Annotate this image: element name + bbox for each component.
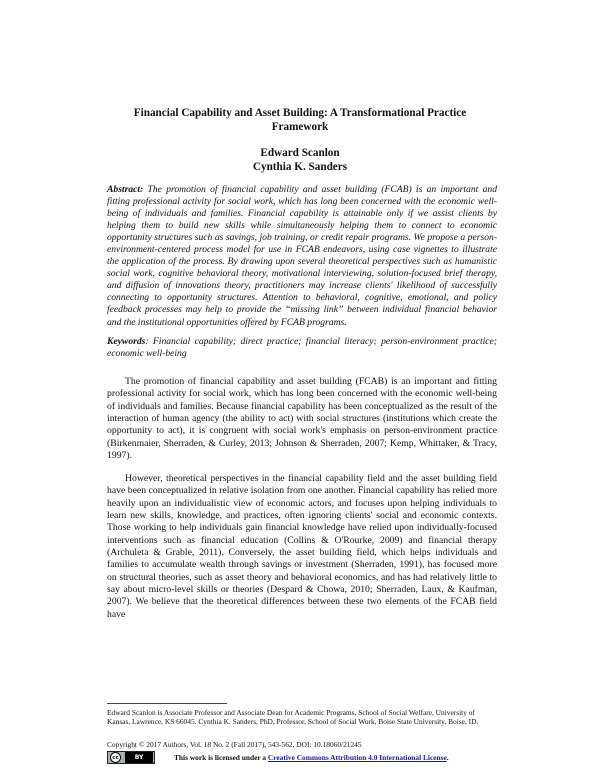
license-prefix: This work is licensed under a bbox=[174, 753, 268, 762]
footnote-divider bbox=[107, 703, 227, 704]
keywords-label: Keywords bbox=[107, 336, 146, 347]
license-link[interactable]: Creative Commons Attribution 4.0 International License bbox=[267, 753, 447, 762]
author-footnote: Edward Scanlon is Associate Professor and Associate Dean for Academic Programs, School of Social Welfare, University of Kansas, Lawrence, KS 66045. Cynthia K. Sanders, PhD, Professor, School of Social Work, Boise State University, Boise, ID. bbox=[107, 708, 479, 727]
license-text bbox=[174, 753, 449, 762]
keywords bbox=[107, 336, 497, 360]
license-suffix: . bbox=[446, 753, 449, 762]
keywords-text: : Financial capability; direct practice; financial literacy; person-environment practice; economic well-being bbox=[107, 336, 497, 360]
body-paragraph bbox=[107, 473, 497, 621]
abstract bbox=[107, 184, 497, 329]
author-name: Edward Scanlon bbox=[260, 147, 340, 159]
copyright-line: Copyright © 2017 Authors, Vol. 18 No. 2 (Fall 2017), 543-562, DOI: 10.18060/21245 bbox=[107, 740, 362, 749]
paragraph-2: However, theoretical perspectives in the financial capability field and the asset building field have been conceptualized in relative isolation from one another. Financial capability has relied more heavily upon an individualistic view of economic actors, and focuses upon helping individuals to learn new skills, knowledge, and practices, often ignoring clients' social and economic contexts. Those working to help individuals gain financial knowledge have relied upon individually-focused interventions such as financial education (Collins & O'Rourke, 2009) and financial therapy (Archuleta & Grable, 2011). Conversely, the asset building field, which helps individuals and families to accumulate wealth through savings or investment (Sherraden, 1991), has focused more on structural theories, such as asset theory and behavioral economics, and has had relatively little to say about micro-level skills or theories (Despard & Chowa, 2010; Sherraden, Laux, & Kaufman, 2007). We believe that the theoretical differences between these two elements of the FCAB field have bbox=[107, 473, 497, 620]
paragraph-1: The promotion of financial capability and asset building (FCAB) is an important and fitting professional activity for social work, which has long been concerned with the economic well-being of individuals and families. Because financial capability has been conceptualized as the result of the interaction of human agency (the ability to act) with social structures (institutions which create the opportunity to act), it is congruent with social work's emphasis on person-environment practice (Birkenmaier, Sherraden, & Curley, 2013; Johnson & Sherraden, 2007; Kemp, Whittaker, & Tracy, 1997). bbox=[107, 376, 497, 462]
abstract-text: The promotion of financial capability and asset building (FCAB) is an important and fitting professional activity for social work, which has long been concerned with the economic well-being of individuals and families. Financial capability is attainable only if we assist clients by helping them to build new skills while simultaneously helping them to connect to economic opportunity structures such as savings, job training, or credit repair programs. We propose a person-environment-centered process model for use in FCAB endeavors, using case vignettes to illustrate the application of the process. By drawing upon several theoretical perspectives such as humanistic social work, cognitive behavioral theory, motivational interviewing, solution-focused brief therapy, and diffusion of innovations theory, practitioners may increase clients' likelihood of successfully connecting to opportunity structures. Attention to behavioral, cognitive, emotional, and policy feedback processes may help to provide the “missing link” between individual financial behavior and the institutional opportunities offered by FCAB programs. bbox=[107, 184, 497, 328]
license-row bbox=[107, 751, 507, 765]
creative-commons-icon: cc bbox=[110, 752, 121, 763]
author-block bbox=[105, 146, 495, 174]
attribution-icon: BY bbox=[125, 752, 153, 763]
cc-by-badge[interactable] bbox=[107, 751, 155, 764]
author-name: Cynthia K. Sanders bbox=[252, 161, 348, 173]
abstract-label: Abstract: bbox=[107, 184, 144, 195]
body-paragraph bbox=[107, 376, 497, 462]
paper-title: Financial Capability and Asset Building: A Transformational Practice Framework bbox=[133, 107, 467, 133]
